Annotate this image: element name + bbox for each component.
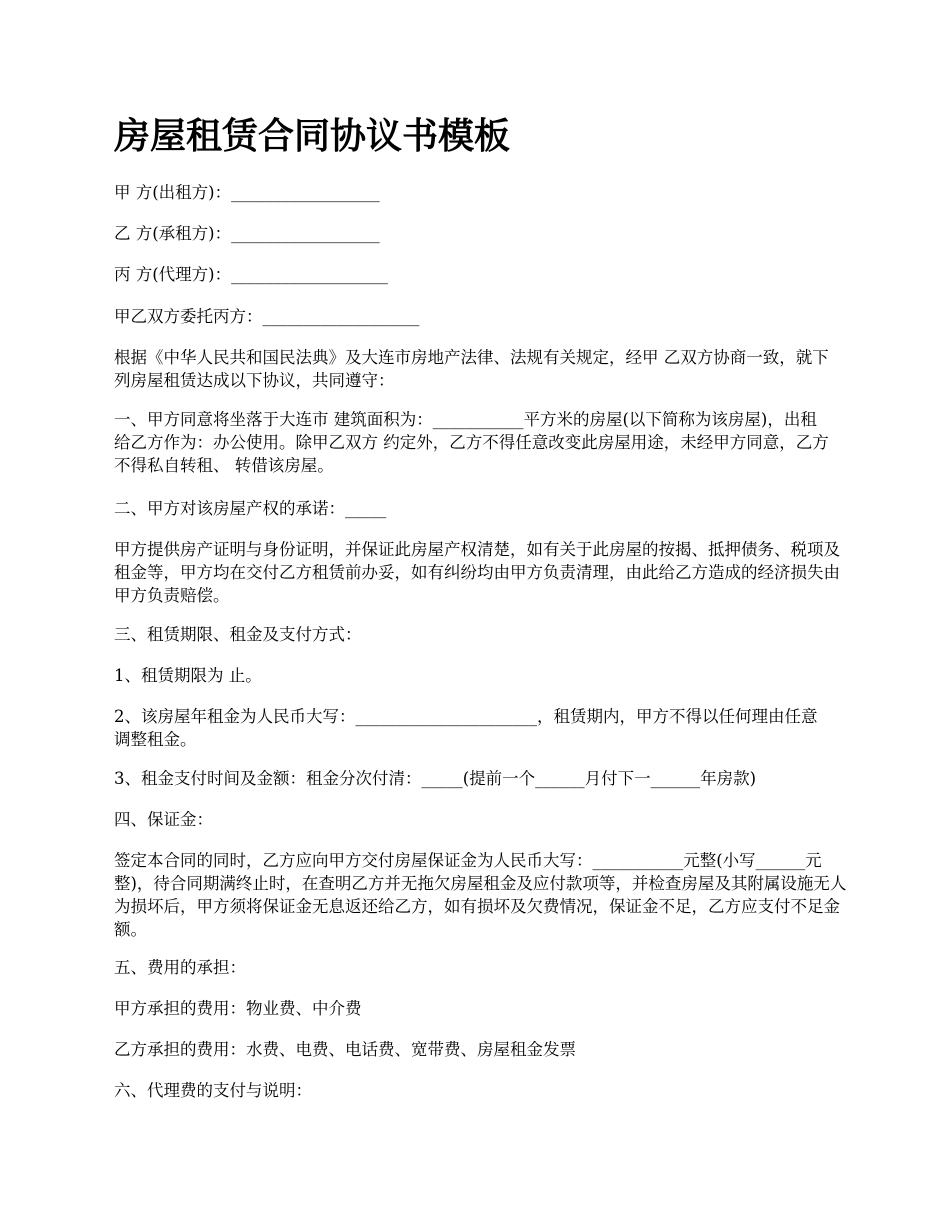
clause-5-heading: 五、费用的承担： bbox=[114, 958, 246, 977]
party-c-line: 丙 方(代理方)：___________________ bbox=[114, 265, 388, 284]
party-a-line: 甲 方(出租方)：__________________ bbox=[114, 183, 380, 202]
party-b-costs: 乙方承担的费用：水费、电费、电话费、宽带费、房屋租金发票 bbox=[114, 1040, 576, 1059]
clause-3-item-3: 3、租金支付时间及金额：租金分次付清：_____(提前一个______月付下一______年房款) bbox=[114, 769, 757, 788]
clause-3-heading: 三、租赁期限、租金及支付方式： bbox=[114, 625, 362, 644]
clause-1-paragraph: 一、甲方同意将坐落于大连市 建筑面积为：___________平方米的房屋(以下简称为该房屋)，出租给乙方作为：办公使用。除甲乙双方 约定外，乙方不得任意改变此房屋用途，未经甲方同意，乙方不得私自转租、 转借该房屋。 bbox=[114, 410, 829, 475]
entrust-line: 甲乙双方委托丙方：___________________ bbox=[114, 307, 420, 326]
party-b-line: 乙 方(承租方)：__________________ bbox=[114, 224, 380, 243]
preamble-paragraph: 根据《中华人民共和国民法典》及大连市房地产法律、法规有关规定，经甲 乙双方协商一致，就下列房屋租赁达成以下协议，共同遵守： bbox=[114, 348, 829, 390]
document-title: 房屋租赁合同协议书模板 bbox=[114, 115, 511, 157]
clause-3-item-1: 1、租赁期限为 止。 bbox=[114, 666, 262, 685]
clause-2-heading: 二、甲方对该房屋产权的承诺：_____ bbox=[114, 499, 387, 518]
clause-4-paragraph: 签定本合同的同时，乙方应向甲方交付房屋保证金为人民币大写：___________元整(小写______元整)，待合同期满终止时，在查明乙方并无拖欠房屋租金及应付款项等，并检查房屋及其附属设施无人为损坏后，甲方须将保证金无息返还给乙方，如有损坏及欠费情况，保证金不足，乙方应支付不足金额。 bbox=[114, 851, 847, 939]
party-a-costs: 甲方承担的费用：物业费、中介费 bbox=[114, 999, 362, 1018]
clause-4-heading: 四、保证金： bbox=[114, 810, 213, 829]
clause-3-item-2: 2、该房屋年租金为人民币大写：______________________，租赁期内，甲方不得以任何理由任意调整租金。 bbox=[114, 707, 818, 749]
clause-6-heading: 六、代理费的支付与说明： bbox=[114, 1081, 312, 1100]
clause-2-paragraph: 甲方提供房产证明与身份证明，并保证此房屋产权清楚，如有关于此房屋的按揭、抵押债务、税项及租金等，甲方均在交付乙方租赁前办妥，如有纠纷均由甲方负责清理，由此给乙方造成的经济损失由甲方负责赔偿。 bbox=[114, 540, 840, 605]
